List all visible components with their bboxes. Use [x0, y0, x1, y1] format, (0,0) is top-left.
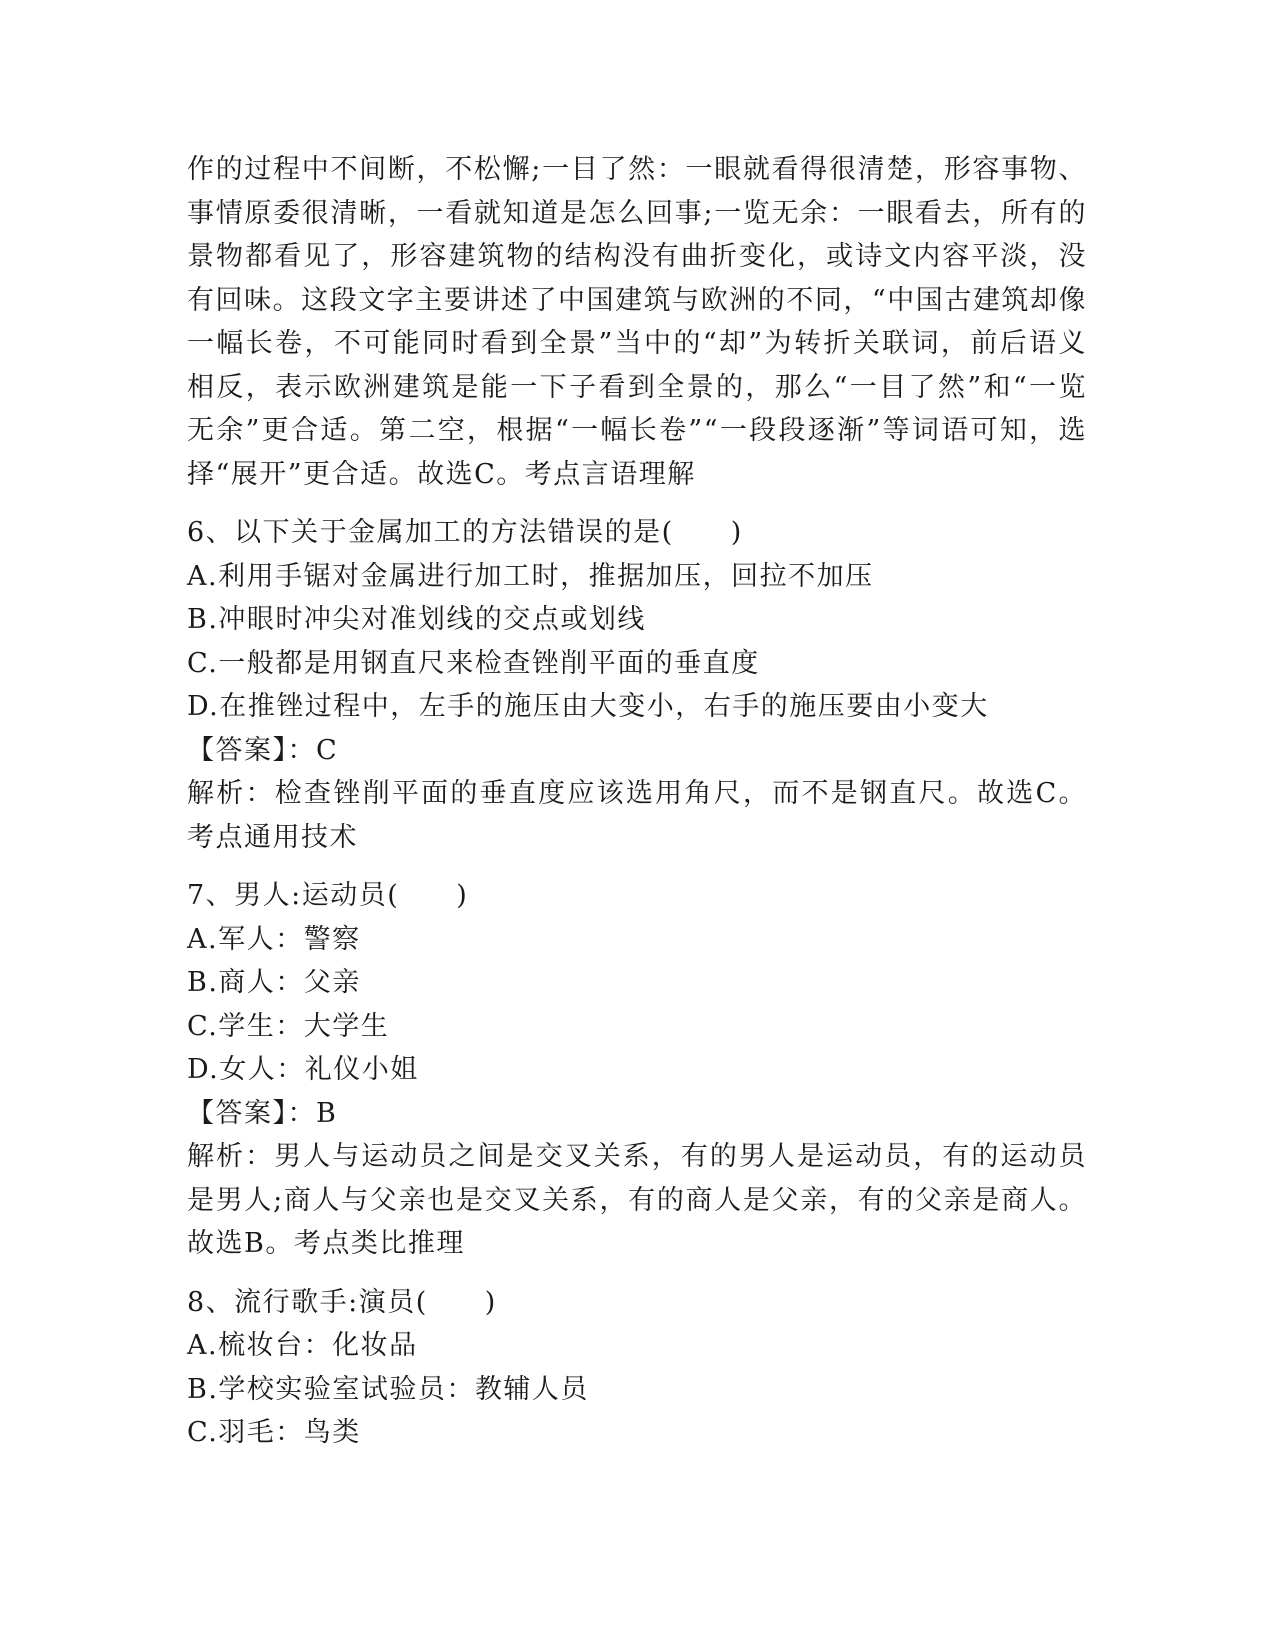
- question-7: [187, 874, 1087, 1266]
- answer: 【答案】：B: [187, 1097, 338, 1129]
- answer: 【答案】：C: [187, 734, 339, 766]
- option-c: C.学生：大学生: [187, 1010, 390, 1042]
- option-a: A.利用手锯对金属进行加工时，推据加压，回拉不加压: [187, 560, 874, 592]
- option-c: C.羽毛：鸟类: [187, 1417, 361, 1448]
- option-b: B.学校实验室试验员：教辅人员: [187, 1373, 589, 1405]
- option-c: C.一般都是用钢直尺来检查锉削平面的垂直度: [187, 647, 760, 679]
- question-stem: 8、流行歌手:演员( ): [187, 1286, 497, 1318]
- analysis: 解析：男人与运动员之间是交叉关系，有的男人是运动员，有的运动员是男人;商人与父亲也是交叉关系，有的商人是父亲，有的父亲是商人。故选B。考点类比推理: [187, 1141, 1087, 1259]
- option-b: B.冲眼时冲尖对准划线的交点或划线: [187, 604, 646, 635]
- question-stem: 7、男人:运动员( ): [187, 880, 469, 911]
- question-stem: 6、以下关于金属加工的方法错误的是( ): [187, 517, 743, 548]
- question-8: [187, 1281, 1087, 1455]
- document-page: [187, 148, 1087, 1455]
- intro-explanation: 作的过程中不间断，不松懈;一目了然：一眼就看得很清楚，形容事物、事情原委很清晰，一看就知道是怎么回事;一览无余：一眼看去，所有的景物都看见了，形容建筑物的结构没有曲折变化，或诗文内容平淡，没有回味。这段文字主要讲述了中国建筑与欧洲的不同，“中国古建筑却像一幅长卷，不可能同时看到全景”当中的“却”为转折关联词，前后语义相反，表示欧洲建筑是能一下子看到全景的，那么“一目了然”和“一览无余”更合适。第二空，根据“一幅长卷”“一段段逐渐”等词语可知，选择“展开”更合适。故选C。考点言语理解: [187, 154, 1087, 490]
- option-a: A.梳妆台：化妆品: [187, 1330, 418, 1361]
- option-d: D.女人：礼仪小姐: [187, 1054, 419, 1085]
- question-6: [187, 511, 1087, 859]
- analysis: 解析：检查锉削平面的垂直度应该选用角尺，而不是钢直尺。故选C。考点通用技术: [187, 778, 1087, 853]
- option-d: D.在推锉过程中，左手的施压由大变小，右手的施压要由小变大: [187, 691, 989, 722]
- option-b: B.商人：父亲: [187, 967, 361, 998]
- option-a: A.军人：警察: [187, 923, 361, 955]
